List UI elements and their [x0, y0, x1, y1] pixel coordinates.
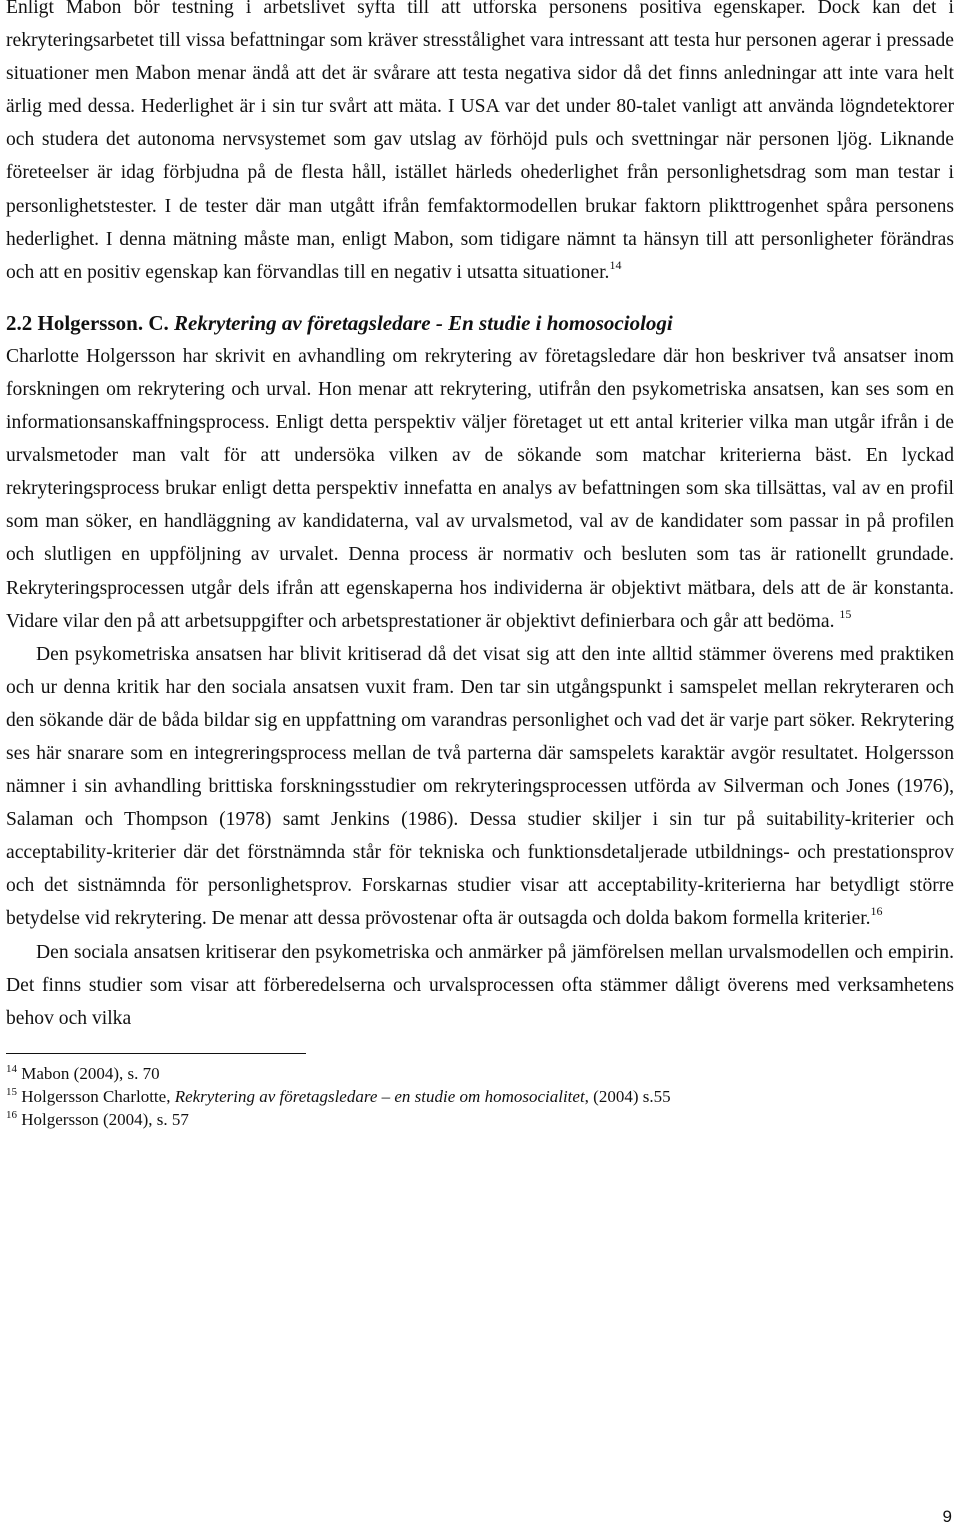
body-paragraph: [6, 936, 954, 1035]
heading-title: Rekrytering av företagsledare - En studie i homosociologi: [174, 310, 673, 335]
footnote-number: 15: [6, 1085, 17, 1098]
footnote-text-tail: , (2004) s.55: [584, 1086, 671, 1106]
paragraph-text: Enligt Mabon bör testning i arbetslivet syfta till att utforska personens positiva egenskaper. Dock kan det i rekryteringsarbetet till vissa befattningar som kräver stresstålighet vara intressant att testa hur personen agerar i pressade situationer men Mabon menar ändå att det är svårare att testa negativa sidor då det finns anledningar att inte vara helt ärlig med dessa. Hederlighet är i sin tur svårt att mäta. I USA var det under 80-talet vanligt att använda lögndetektorer och studera det autonoma nervsystemet som gav utslag av förhöjd puls och svettningar när personen ljög. Liknande företeelser är idag förbjudna på de flesta håll, istället härleds ohederlighet från personlighetsdrag som man testar i personlighetstester. I de tester där man utgått ifrån femfaktormodellen brukar faktorn plikttrogenhet spåra personens hederlighet. I denna mätning måste man, enligt Mabon, som tidigare nämnt ta hänsyn till att personligheter förändras och att en positiv egenskap kan förvandlas till en negativ i utsatta situationer.: [6, 0, 954, 283]
heading-number-author: 2.2 Holgersson. C.: [6, 310, 169, 335]
body-paragraph: [6, 340, 954, 638]
footnote: [6, 1085, 954, 1108]
body-paragraph: [6, 0, 954, 289]
footnote-ref: 16: [870, 904, 883, 919]
section-heading: [6, 307, 954, 340]
footnote-separator: [6, 1053, 306, 1054]
page-number: 9: [942, 1507, 952, 1526]
footnote: [6, 1062, 954, 1085]
footnote-text: Holgersson (2004), s. 57: [21, 1109, 189, 1129]
footnote-number: 14: [6, 1062, 17, 1075]
footnote-number: 16: [6, 1108, 17, 1121]
footnote-ref: 14: [609, 257, 622, 272]
paragraph-text: Den sociala ansatsen kritiserar den psykometriska och anmärker på jämförelsen mellan urvalsmodellen och empirin. Det finns studier som visar att förberedelserna och urvalsprocessen ofta stämmer dåligt överens med verksamhetens behov och vilka: [6, 941, 954, 1029]
document-page: [6, 0, 954, 1537]
paragraph-text: Charlotte Holgersson har skrivit en avhandling om rekrytering av företagsledare där hon beskriver två ansatser inom forskningen om rekrytering och urval. Hon menar att rekrytering, utifrån den psykometriska ansatsen, kan ses som en informationsanskaffningsprocess. Enligt detta perspektiv väljer företaget ut ett antal kriterier vilka man utgår ifrån i de urvalsmetoder man valt för att undersöka vilken av de sökande som matchar kriterierna bäst. En lyckad rekryteringsprocess brukar enligt detta perspektiv innefatta en analys av befattningen som ska tillsättas, val av en profil som man söker, en handläggning av kandidaterna, val av urvalsmetod, val av de kandidater som passar in på profilen och slutligen en uppföljning av urvalet. Denna process är normativ och besluten som tas är rationellt grundade. Rekryteringsprocessen utgår dels ifrån att egenskaperna hos individerna är objektivt mätbara, dels att de är konstanta. Vidare vilar den på att arbetsuppgifter och arbetsprestationer är objektivt definierbara och går att bedöma.: [6, 345, 954, 632]
footnote-text: Mabon (2004), s. 70: [21, 1063, 160, 1083]
footnote: [6, 1108, 954, 1131]
section-gap: [6, 289, 954, 307]
footnote-text: Holgersson Charlotte,: [21, 1086, 175, 1106]
footnote-ref: 15: [839, 606, 852, 621]
paragraph-text: Den psykometriska ansatsen har blivit kritiserad då det visat sig att den inte alltid stämmer överens med praktiken och ur denna kritik har den sociala ansatsen vuxit fram. Den tar sin utgångspunkt i samspelet mellan rekryteraren och den sökande där de båda bildar sig en uppfattning om varandras personlighet och vad det är varje part söker. Rekrytering ses här snarare som en integreringsprocess mellan de två parterna där samspelets karaktär avgör resultatet. Holgersson nämner i sin avhandling brittiska forskningsstudier om rekryteringsprocessen utförda av Silverman och Jones (1976), Salaman och Thompson (1978) samt Jenkins (1986). Dessa studier skiljer i sin tur på suitability-kriterier och acceptability-kriterier där det förstnämnda står för tekniska och funktionsdetaljerade utbildnings- och prestationsprov och det sistnämnda för personlighetsprov. Forskarnas studier visar att acceptability-kriterierna har betydligt större betydelse vid rekrytering. De menar att dessa prövostenar ofta är outsagda och dolda bakom formella kriterier.: [6, 643, 954, 930]
body-paragraph: [6, 638, 954, 936]
footnote-italic-title: Rekrytering av företagsledare – en studie om homosocialitet: [174, 1086, 585, 1106]
